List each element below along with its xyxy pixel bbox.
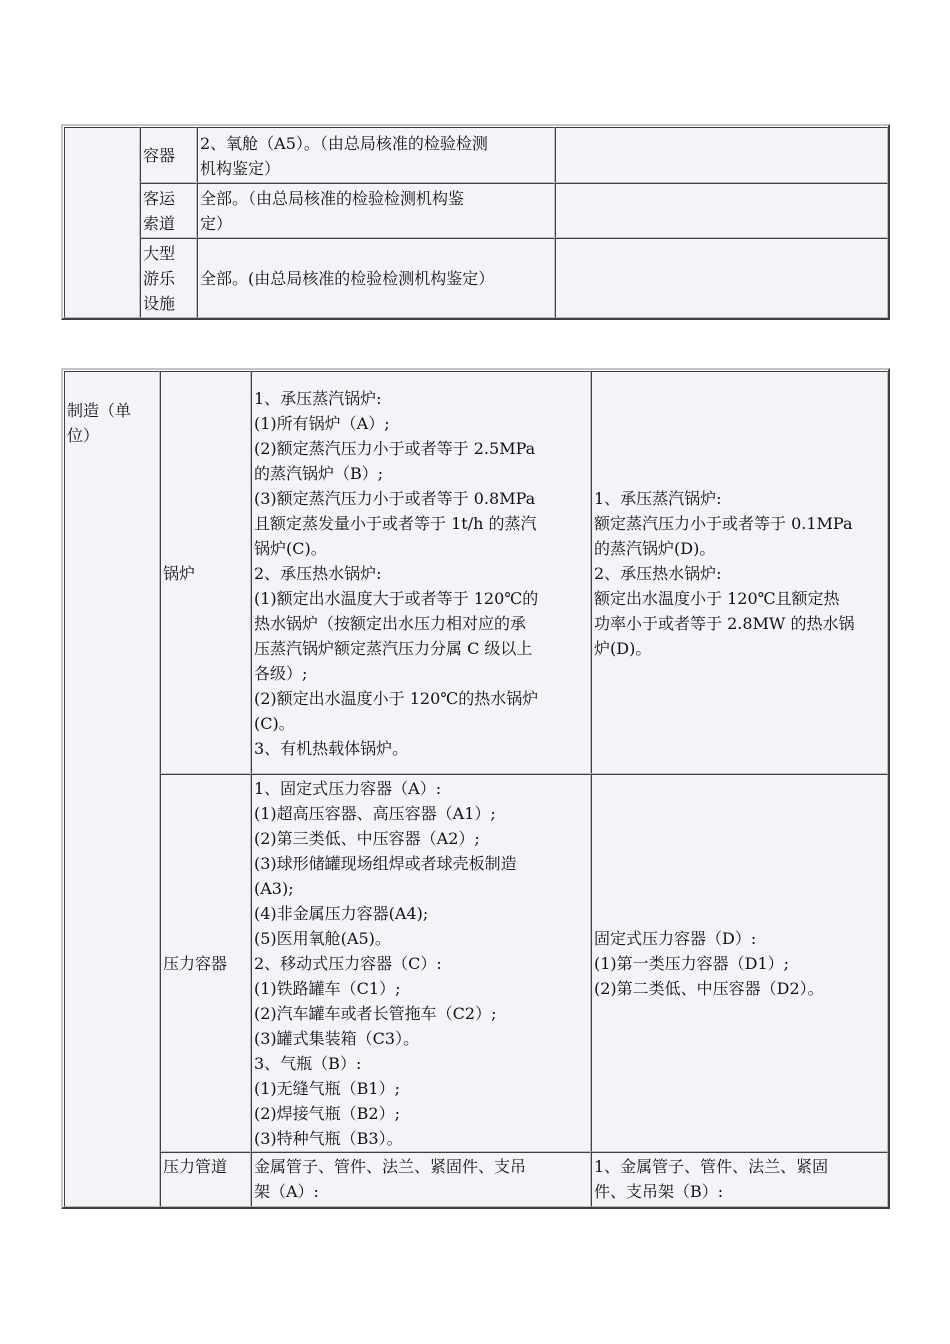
table2-pressure-pipeline-category: 压力管道: [160, 1152, 251, 1207]
table1-row1-scope: 2、氧舱（A5）。（由总局核准的检验检测 机构鉴定）: [197, 127, 555, 183]
table1-row2-extra: [555, 183, 888, 238]
table2-pressure-pipeline-scope-a: 金属管子、管件、法兰、紧固件、支吊 架（A）:: [251, 1152, 591, 1207]
table1-row1-category: 容器: [140, 127, 197, 183]
table1-empty-group-cell: [64, 127, 140, 318]
table1-row3-scope: 全部。(由总局核准的检验检测机构鉴定）: [197, 238, 555, 318]
table2-pressure-vessel-category: 压力容器: [160, 774, 251, 1152]
table2-boiler-scope-a: 1、承压蒸汽锅炉: (1)所有锅炉（A）; (2)额定蒸汽压力小于或者等于 2.5MPa 的蒸汽锅炉（B）; (3)额定蒸汽压力小于或者等于 0.8MPa 且额定蒸发量小于或者等于 1t/h 的蒸汽 锅炉(C)。 2、承压热水锅炉: (1)额定出水温度大于或者等于 120℃的 热水锅炉（按额定出水压力相对应的承 压蒸汽锅炉额定蒸汽压力分属 C 级以上 各级）; (2)额定出水温度小于 120℃的热水锅炉 (C)。 3、有机热载体锅炉。: [251, 371, 591, 774]
table2-pressure-vessel-scope-d: 固定式压力容器（D）: (1)第一类压力容器（D1）; (2)第二类低、中压容器（D2）。: [591, 774, 888, 1152]
table1-row3-category: 大型 游乐 设施: [140, 238, 197, 318]
table1-row3-extra: [555, 238, 888, 318]
table-special-equipment-continued: [61, 124, 890, 320]
table-manufacturing-units: [61, 368, 890, 1209]
table2-pressure-pipeline-scope-d: 1、金属管子、管件、法兰、紧固 件、支吊架（B）:: [591, 1152, 888, 1207]
table2-boiler-category: 锅炉: [160, 371, 251, 774]
table1-row1-extra: [555, 127, 888, 183]
table2-boiler-scope-d: 1、承压蒸汽锅炉: 额定蒸汽压力小于或者等于 0.1MPa 的蒸汽锅炉(D)。 2、承压热水锅炉: 额定出水温度小于 120℃且额定热 功率小于或者等于 2.8MW 的热水锅 炉(D)。: [591, 371, 888, 774]
table1-row2-category: 客运 索道: [140, 183, 197, 238]
table1-row2-scope: 全部。（由总局核准的检验检测机构鉴 定）: [197, 183, 555, 238]
table2-group-cell: 制造（单 位）: [64, 371, 160, 1207]
table2-pressure-vessel-scope-a: 1、固定式压力容器（A）: (1)超高压容器、高压容器（A1）; (2)第三类低、中压容器（A2）; (3)球形储罐现场组焊或者球壳板制造 (A3); (4)非金属压力容器(A4); (5)医用氧舱(A5)。 2、移动式压力容器（C）: (1)铁路罐车（C1）; (2)汽车罐车或者长管拖车（C2）; (3)罐式集装箱（C3）。 3、气瓶（B）: (1)无缝气瓶（B1）; (2)焊接气瓶（B2）; (3)特种气瓶（B3）。: [251, 774, 591, 1152]
